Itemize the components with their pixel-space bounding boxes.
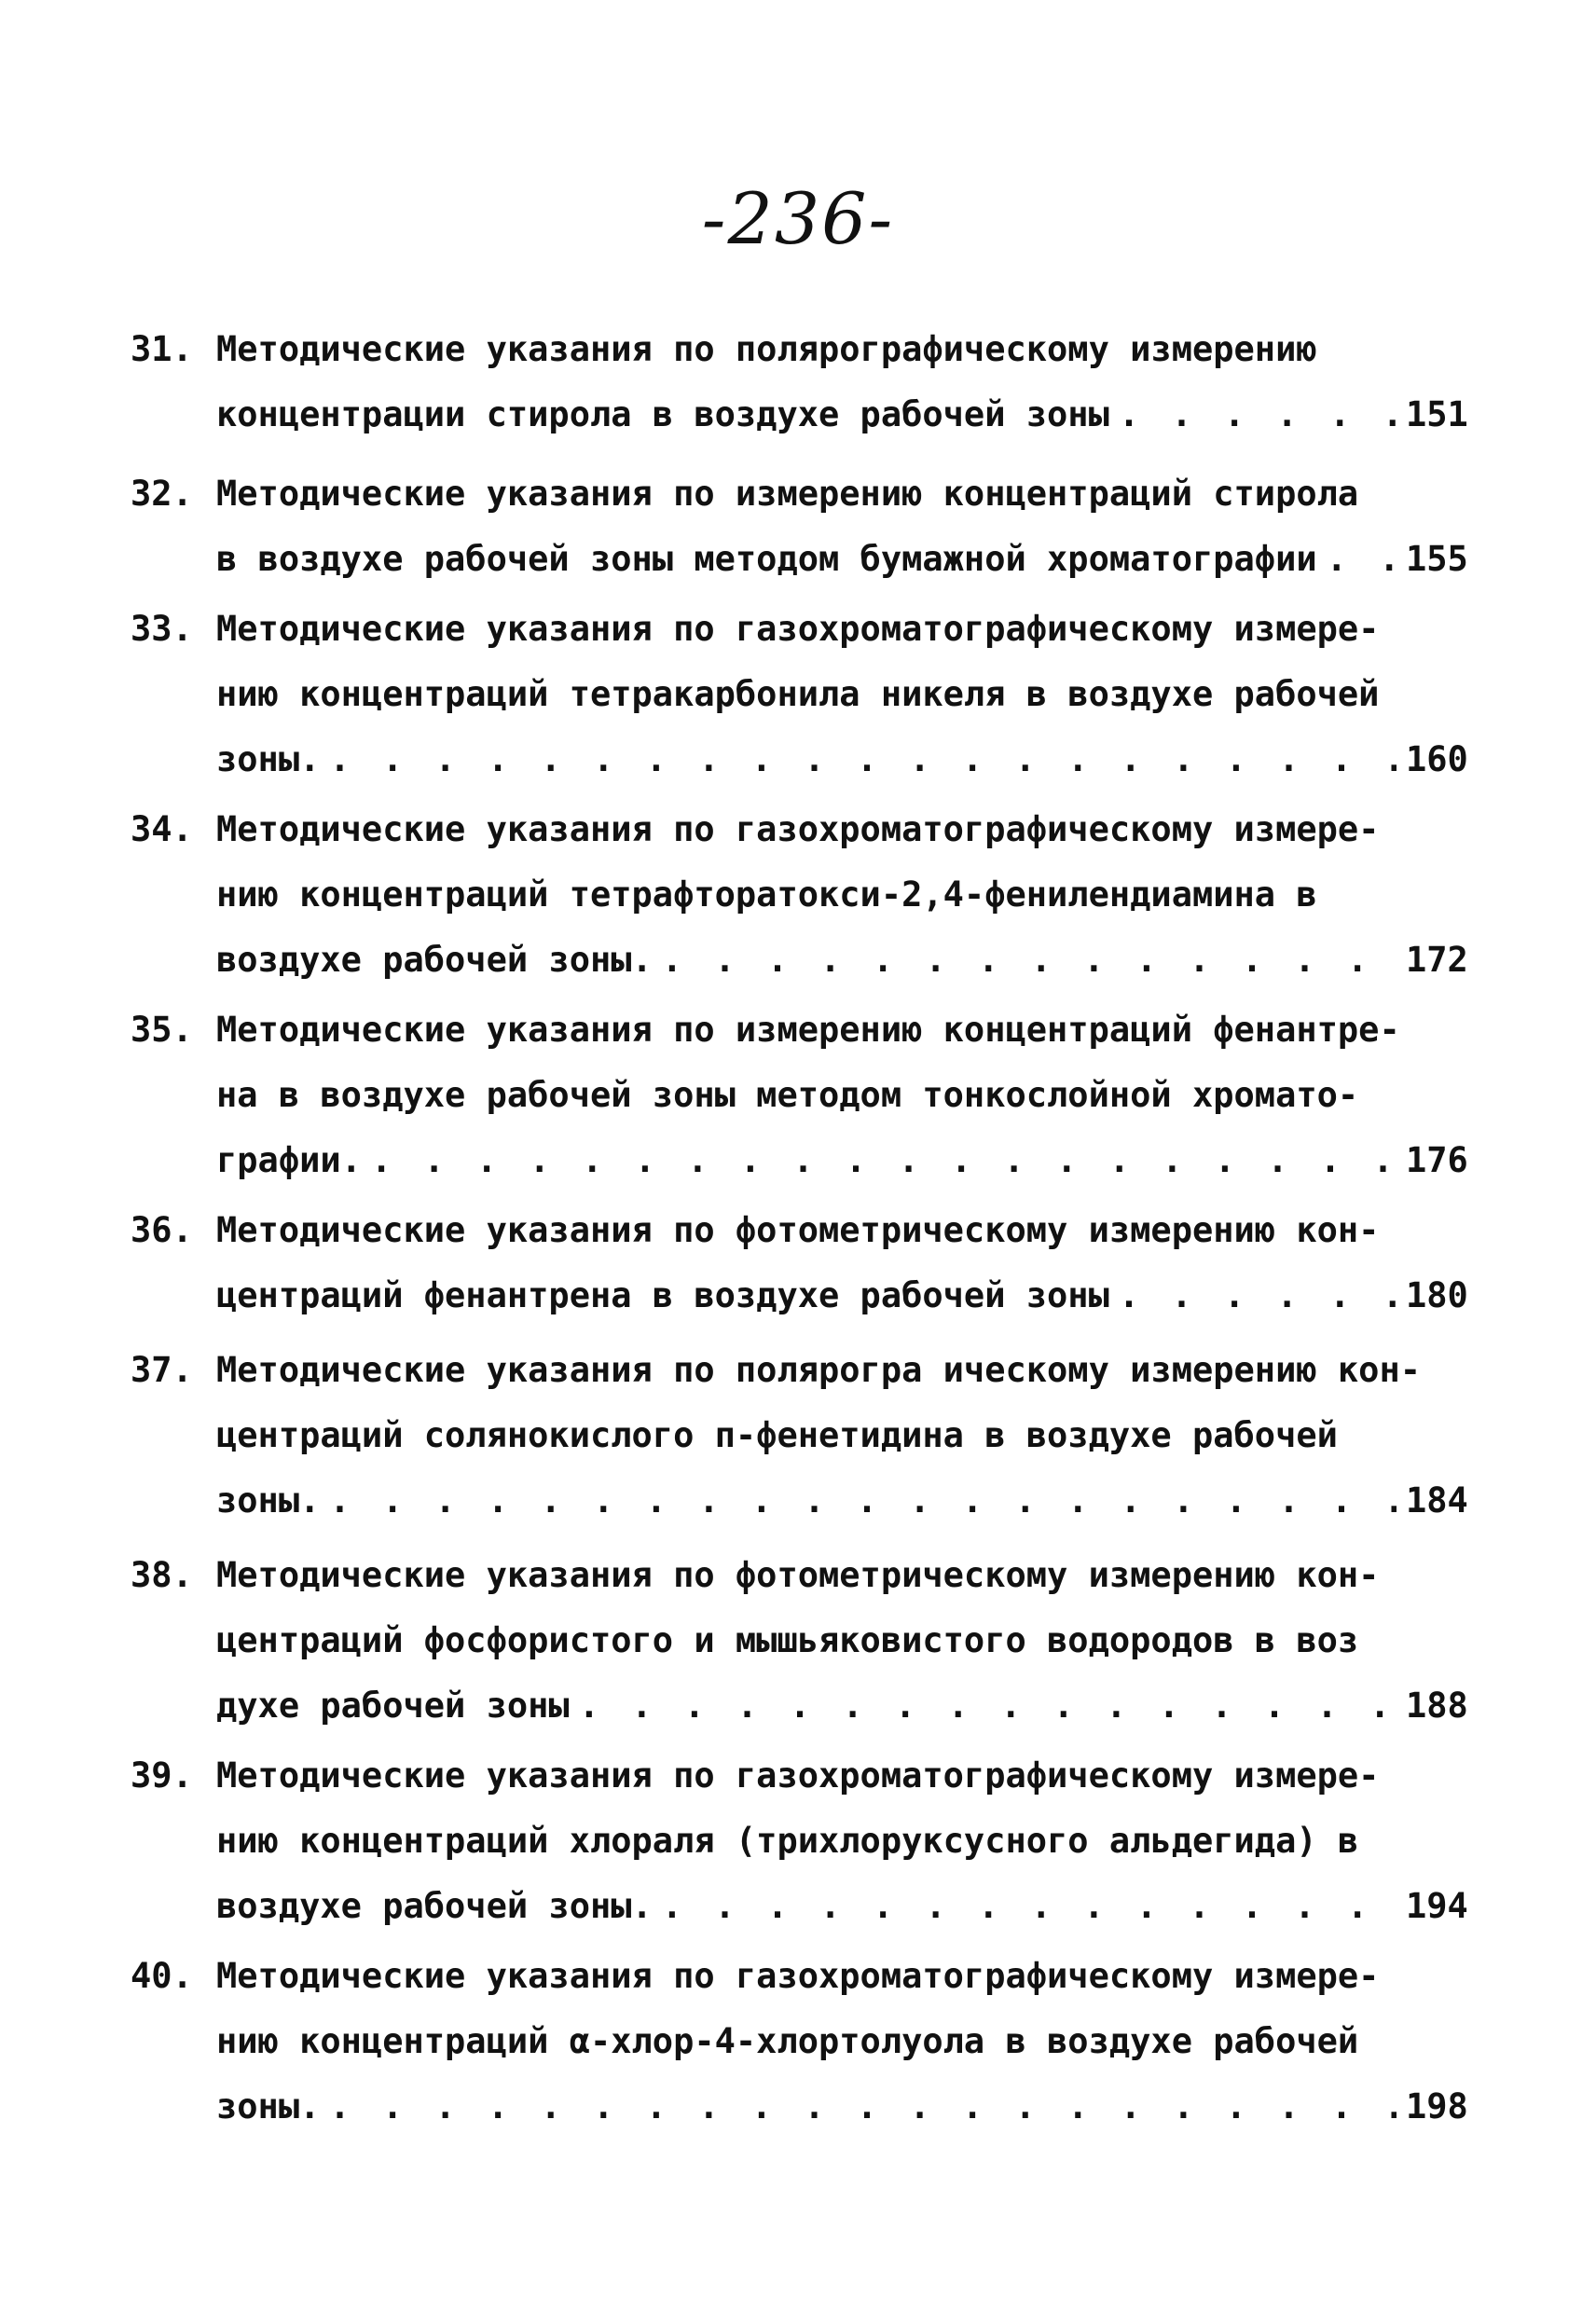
toc-entry-page: 198	[1406, 2086, 1468, 2126]
toc-entry-text: Методические указания по измерению концентраций фенантре-	[216, 1010, 1400, 1050]
toc-entry-page: 184	[1406, 1480, 1468, 1521]
toc-entry-number: 35.	[131, 1010, 193, 1050]
toc-entry-page: 155	[1406, 539, 1468, 579]
dot-leader	[329, 1473, 1396, 1529]
toc-entry-last-line	[216, 1678, 1480, 1734]
dot-leader	[1119, 387, 1396, 443]
toc-entry-number: 38.	[131, 1555, 193, 1595]
toc-entry-number: 31.	[131, 329, 193, 369]
toc-entry-text: нию концентраций тетракарбонила никеля в воздухе рабочей	[216, 674, 1380, 714]
toc-entry-page: 151	[1406, 394, 1468, 434]
toc-entry-last-line	[216, 2079, 1480, 2135]
toc-entry-text: Методические указания по газохроматографическому измере-	[216, 609, 1380, 649]
toc-entry-text: центраций фосфористого и мышьяковистого водородов в воз	[216, 1620, 1359, 1660]
toc-entry-number: 40.	[131, 1956, 193, 1996]
toc-entry-text: Методические указания по газохроматографическому измере-	[216, 809, 1380, 849]
page-number: -236-	[701, 177, 895, 260]
dot-leader	[371, 1133, 1396, 1189]
toc-entry-number: 37.	[131, 1350, 193, 1390]
toc-entry-text: центраций солянокислого п-фенетидина в воздухе рабочей	[216, 1415, 1338, 1455]
toc-entry-page: 180	[1406, 1275, 1468, 1315]
toc-entry-line	[216, 466, 1358, 522]
toc-entry-page: 176	[1406, 1140, 1468, 1180]
toc-entry-line	[216, 601, 1379, 657]
toc-entry-number: 39.	[131, 1755, 193, 1796]
toc-entry-text: Методические указания по измерению концентраций стирола	[216, 474, 1359, 514]
toc-entry-line	[216, 802, 1379, 858]
toc-entry-line	[216, 1408, 1338, 1464]
toc-entry-line	[216, 1613, 1358, 1669]
toc-entry-line	[216, 1748, 1379, 1804]
toc-entry-last-line	[216, 387, 1480, 443]
toc-entry-text: нию концентраций α-хлор-4-хлортолуола в воздухе рабочей	[216, 2021, 1359, 2061]
toc-entry-text: Методические указания по полярографическому измерению	[216, 329, 1317, 369]
toc-entry-last-line	[216, 1473, 1480, 1529]
toc-entry-page: 172	[1406, 940, 1468, 980]
toc-entry-number: 33.	[131, 609, 193, 649]
toc-entry-line	[216, 2014, 1358, 2070]
toc-entry-text: зоны.	[216, 1480, 321, 1521]
dot-leader	[662, 932, 1396, 988]
toc-entry-number: 34.	[131, 809, 193, 849]
toc-entry-last-line	[216, 1878, 1480, 1934]
toc-entry-text: центраций фенантрена в воздухе рабочей зоны	[216, 1275, 1109, 1315]
toc-entry-line	[216, 322, 1317, 378]
toc-entry-number: 32.	[131, 474, 193, 514]
toc-entry-text: духе рабочей зоны	[216, 1686, 570, 1726]
toc-entry-text: воздухе рабочей зоны.	[216, 940, 653, 980]
dot-leader	[662, 1878, 1396, 1934]
toc-entry-text: Методические указания по газохроматографическому измере-	[216, 1956, 1380, 1996]
toc-entry-text: зоны.	[216, 739, 321, 779]
dot-leader	[329, 732, 1396, 788]
toc-entry-page: 194	[1406, 1886, 1468, 1926]
toc-entry-line	[216, 1002, 1400, 1058]
toc-entry-line	[216, 1548, 1379, 1603]
toc-entry-text: графии.	[216, 1140, 362, 1180]
toc-entry-text: зоны.	[216, 2086, 321, 2126]
toc-entry-text: в воздухе рабочей зоны методом бумажной хроматографии	[216, 539, 1317, 579]
toc-entry-line	[216, 867, 1317, 923]
toc-entry-text: Методические указания по фотометрическому измерению кон-	[216, 1555, 1380, 1595]
toc-entry-line	[216, 667, 1379, 722]
toc-entry-line	[216, 1203, 1379, 1259]
toc-entry-page: 188	[1406, 1686, 1468, 1726]
toc-entry-text: Методические указания по фотометрическому измерению кон-	[216, 1210, 1380, 1250]
dot-leader	[1327, 531, 1396, 587]
toc-entry-last-line	[216, 932, 1480, 988]
dot-leader	[579, 1678, 1396, 1734]
dot-leader	[329, 2079, 1396, 2135]
toc-entry-last-line	[216, 732, 1480, 788]
toc-entry-last-line	[216, 1268, 1480, 1324]
toc-entry-line	[216, 1813, 1358, 1869]
toc-entry-last-line	[216, 1133, 1480, 1189]
toc-entry-page: 160	[1406, 739, 1468, 779]
toc-entry-line	[216, 1948, 1379, 2004]
toc-entry-line	[216, 1342, 1421, 1398]
toc-entry-text: Методические указания по полярогра ическому измерению кон-	[216, 1350, 1422, 1390]
toc-entry-number: 36.	[131, 1210, 193, 1250]
toc-entry-line	[216, 1067, 1358, 1123]
toc-entry-last-line	[216, 531, 1480, 587]
toc-entry-text: нию концентраций тетрафторатокси-2,4-фенилендиамина в	[216, 874, 1317, 915]
toc-entry-text: концентрации стирола в воздухе рабочей зоны	[216, 394, 1109, 434]
toc-entry-text: нию концентраций хлораля (трихлоруксусного альдегида) в	[216, 1821, 1359, 1861]
toc-entry-text: Методические указания по газохроматографическому измере-	[216, 1755, 1380, 1796]
dot-leader	[1119, 1268, 1396, 1324]
toc-entry-text: на в воздухе рабочей зоны методом тонкослойной хромато-	[216, 1075, 1359, 1115]
toc-entry-text: воздухе рабочей зоны.	[216, 1886, 653, 1926]
